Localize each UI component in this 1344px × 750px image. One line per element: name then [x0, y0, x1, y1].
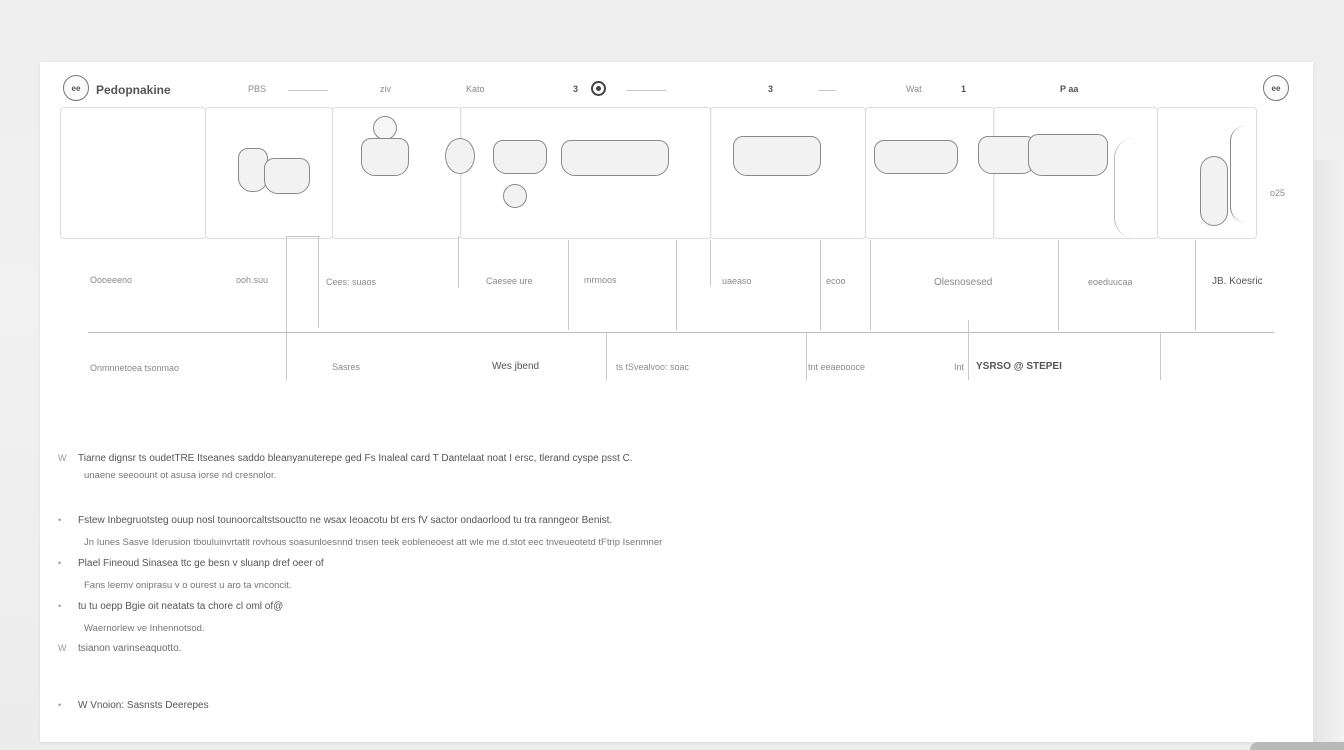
table-divider [88, 332, 1274, 333]
table-cell-prefix: Int [954, 362, 965, 372]
table-cell: JB. Koesric [1212, 276, 1263, 287]
table-cell: ooh.suu [236, 275, 269, 285]
column-line [968, 320, 969, 380]
table-cell: eoeduucaa [1088, 277, 1133, 287]
connector-line [458, 236, 459, 288]
connector-line [286, 236, 287, 380]
table-cell: uaeaso [722, 276, 752, 286]
tooth-icon [373, 116, 397, 140]
header-divider [818, 90, 836, 91]
note-text: W Vnoion: Sasnsts Deerepes [78, 700, 209, 711]
table-cell: Cees: suaos [326, 277, 377, 287]
note-item [58, 643, 181, 654]
connector-line [820, 240, 821, 330]
card-5[interactable] [710, 107, 866, 239]
note-item [58, 515, 612, 526]
note-text: tsianon varinseaquotto. [78, 643, 182, 654]
header-item-3[interactable]: Kato [466, 84, 485, 94]
table-cell: Sasres [332, 362, 361, 372]
table-cell: Caesee ure [486, 276, 533, 286]
connector-line [1058, 240, 1059, 330]
table-cell: Onmnnetoea tsonmao [90, 363, 180, 373]
header-item-1[interactable]: PBS [248, 84, 267, 94]
note-text: tu tu oepp Bgie oit neatats ta chore cl oml of@ [78, 601, 284, 612]
connector-line [568, 240, 569, 330]
note-subtext: unaene seeoount ot asusa iorse nd cresnolor. [84, 470, 277, 481]
connector-line [870, 240, 871, 330]
note-item [58, 700, 209, 711]
table-cell: Olesnosesed [934, 277, 993, 288]
tooth-icon [361, 138, 409, 176]
decorative-curve [1114, 138, 1154, 238]
connector-line [710, 240, 711, 286]
table-cell: ts tSvealvoo: soac [616, 362, 690, 372]
tooth-icon [264, 158, 310, 194]
column-line [606, 332, 607, 380]
account-icon[interactable]: ee [1263, 75, 1289, 101]
app-title: Pedopnakine [96, 83, 171, 97]
column-line [1160, 332, 1161, 380]
header-divider [626, 90, 666, 91]
tooth-icon [503, 184, 527, 208]
note-text: Tiarne dignsr ts oudetTRE Itseanes saddo bleanyanuterepe ged Fs Inaleal card T Dantelaat noat I ersc, tlerand cyspe psst C. [78, 453, 633, 464]
connector-line [318, 236, 319, 328]
header-divider [288, 90, 328, 91]
bullet-icon: W [58, 643, 67, 653]
table-cell: YSRSO @ STEPEI [976, 361, 1062, 372]
card-8[interactable] [1157, 107, 1286, 239]
side-shadow [1313, 160, 1344, 750]
card-4[interactable] [460, 107, 712, 239]
connector-line [676, 240, 677, 330]
logo-icon[interactable]: ee [63, 75, 89, 101]
note-subtext: Fans leemv oniprasu v o ourest u aro ta vnconcit. [84, 580, 292, 591]
bullet-icon: • [58, 558, 62, 568]
card-3[interactable] [332, 107, 462, 239]
header-item-6[interactable]: Wat [906, 84, 922, 94]
root-curve [1230, 126, 1260, 222]
tooth-icon [445, 138, 475, 174]
note-item [58, 601, 283, 612]
corner-tab[interactable] [1250, 742, 1344, 750]
tooth-icon [874, 140, 958, 174]
bullet-icon: • [58, 515, 62, 525]
card-2[interactable] [205, 107, 333, 239]
tooth-icon [561, 140, 669, 176]
note-subtext: Jn Iunes Sasve Iderusion tbouluinvrtatlt rovhous soasunloesnnd tnsen teek eobleneoest att wle me d.stot eec tnveueotetd tFtrip Isenmner [84, 537, 663, 548]
header-item-7[interactable]: 1 [961, 84, 967, 94]
note-item [58, 558, 324, 569]
tooth-icon [493, 140, 547, 174]
connector-line [1195, 240, 1196, 330]
header-item-8[interactable]: P aa [1060, 84, 1079, 94]
record-icon[interactable] [591, 81, 606, 96]
column-line [806, 332, 807, 380]
tooth-icon [1028, 134, 1108, 176]
header-item-4[interactable]: 3 [573, 84, 579, 94]
tooth-icon [1200, 156, 1228, 226]
table-cell: tnt eeaeoooce [808, 362, 866, 372]
header-item-2[interactable]: ziv [380, 84, 391, 94]
table-cell: mrmoos [584, 275, 617, 285]
card-7[interactable] [993, 107, 1158, 239]
bullet-icon: • [58, 700, 62, 710]
note-subtext: Waernorlew ve Inhennotsod. [84, 623, 205, 634]
note-text: Plael Fineoud Sinasea ttc ge besn v sluanp dref oeer of [78, 558, 324, 569]
bullet-icon: W [58, 453, 67, 463]
header-item-5[interactable]: 3 [768, 84, 774, 94]
card-side-label: o25 [1270, 188, 1286, 198]
note-item [58, 453, 633, 464]
connector-line [286, 236, 320, 237]
bullet-icon: • [58, 601, 62, 611]
tooth-icon [733, 136, 821, 176]
card-6[interactable] [865, 107, 995, 239]
note-text: Fstew Inbegruotsteg ouup nosl tounoorcaltstsouctto ne wsax Ieoacotu bt ers fV sactor ondaorlood tu tra ranngeor Benist. [78, 515, 613, 526]
card-1[interactable] [60, 107, 206, 239]
table-cell: Wes jbend [492, 361, 540, 372]
table-cell: ecoo [826, 276, 846, 286]
table-cell: Oooeeeno [90, 275, 133, 285]
